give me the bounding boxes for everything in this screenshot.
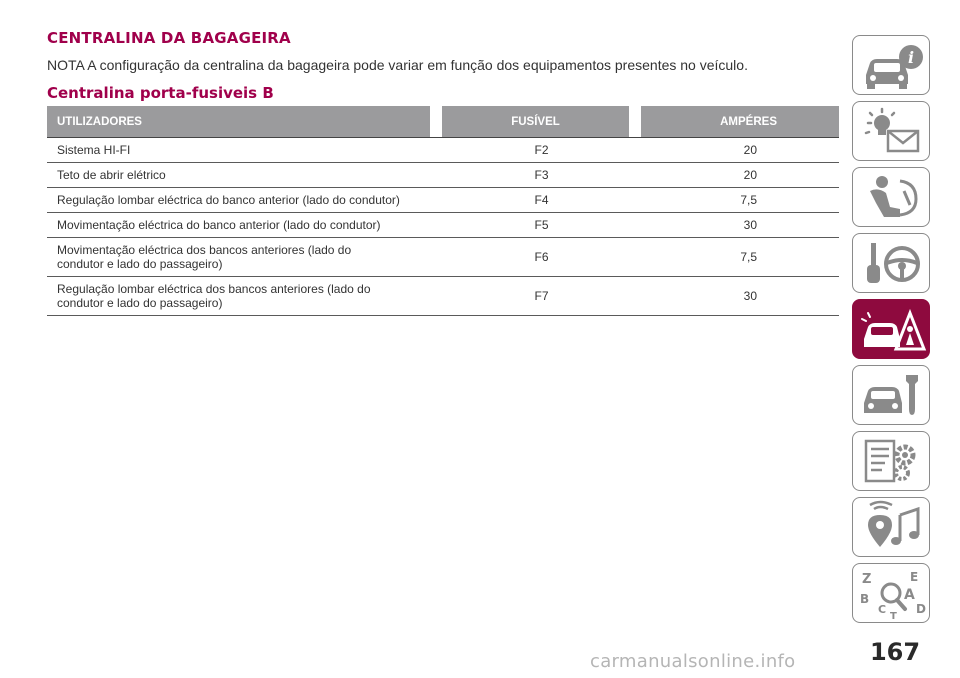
car-maintenance-wrench-icon: [860, 371, 924, 421]
page-content: [47, 28, 839, 316]
cell-fuse: F3: [442, 163, 641, 188]
technical-data-gears-icon: [860, 437, 924, 487]
index-letter: T: [890, 611, 897, 622]
svg-text:i: i: [907, 48, 915, 67]
cell-amps: 30: [641, 213, 839, 238]
cell-amps: 20: [641, 138, 839, 163]
alphabetical-index-search-icon: [860, 569, 926, 622]
header-gap: [629, 106, 641, 138]
table-row: [47, 277, 839, 316]
index-letter: E: [910, 570, 919, 584]
table-row: [47, 213, 839, 238]
tab-technical-data[interactable]: [852, 431, 930, 491]
cell-users-text: Movimentação eléctrica dos bancos anteriores (lado do condutor e lado do passageiro): [57, 243, 352, 271]
table-row: [47, 188, 839, 213]
fuse-table: [47, 106, 839, 316]
cell-fuse: F6: [442, 238, 641, 277]
header-amps: AMPÉRES: [641, 106, 839, 138]
cell-users: Regulação lombar eléctrica do banco anterior (lado do condutor): [47, 188, 442, 213]
tab-multimedia[interactable]: [852, 497, 930, 557]
cell-users: Teto de abrir elétrico: [47, 163, 442, 188]
subsection-title: Centralina porta-fusiveis B: [47, 84, 274, 102]
tab-maintenance[interactable]: [852, 365, 930, 425]
car-info-icon: [860, 41, 924, 91]
watermark: carmanualsonline.info: [590, 651, 796, 672]
multimedia-music-icon: [860, 503, 924, 553]
note-text: NOTA A configuração da centralina da bagageira pode variar em função dos equipamentos presentes no veículo.: [47, 57, 748, 73]
cell-amps: 30: [641, 277, 839, 316]
tab-safety[interactable]: [852, 167, 930, 227]
index-letter: B: [860, 592, 870, 606]
cell-users: Sistema HI-FI: [47, 138, 442, 163]
tab-emergency[interactable]: [852, 299, 930, 359]
cell-users: [47, 238, 442, 277]
index-letter: Z: [862, 572, 872, 587]
section-title: CENTRALINA DA BAGAGEIRA: [47, 29, 291, 47]
cell-amps: 7,5: [641, 188, 839, 213]
cell-fuse: F2: [442, 138, 641, 163]
index-letter: D: [916, 602, 926, 616]
cell-amps: 7,5: [641, 238, 839, 277]
table-row: [47, 163, 839, 188]
tab-car-info[interactable]: [852, 35, 930, 95]
index-letter: A: [904, 587, 915, 603]
cell-amps: 20: [641, 163, 839, 188]
header-gap: [430, 106, 442, 138]
header-fuse: FUSÍVEL: [442, 106, 629, 138]
warning-lights-message-icon: [860, 107, 924, 157]
table-row: [47, 238, 839, 277]
cell-fuse: F7: [442, 277, 641, 316]
tab-index[interactable]: [852, 563, 930, 623]
header-users: UTILIZADORES: [47, 106, 430, 138]
seat-airbag-icon: [860, 173, 924, 223]
tab-warning-lights-messages[interactable]: [852, 101, 930, 161]
table-row: [47, 138, 839, 163]
tab-starting-driving[interactable]: [852, 233, 930, 293]
index-letter: C: [878, 603, 887, 616]
page-number: 167: [869, 638, 921, 666]
cell-fuse: F5: [442, 213, 641, 238]
car-breakdown-warning-icon: [860, 305, 924, 355]
cell-users: [47, 277, 442, 316]
cell-users-text: Regulação lombar eléctrica dos bancos anteriores (lado do condutor e lado do passageiro): [57, 282, 371, 310]
table-header-row: [47, 106, 839, 138]
key-steering-wheel-icon: [860, 239, 924, 289]
cell-fuse: F4: [442, 188, 641, 213]
cell-users: Movimentação eléctrica do banco anterior (lado do condutor): [47, 213, 442, 238]
